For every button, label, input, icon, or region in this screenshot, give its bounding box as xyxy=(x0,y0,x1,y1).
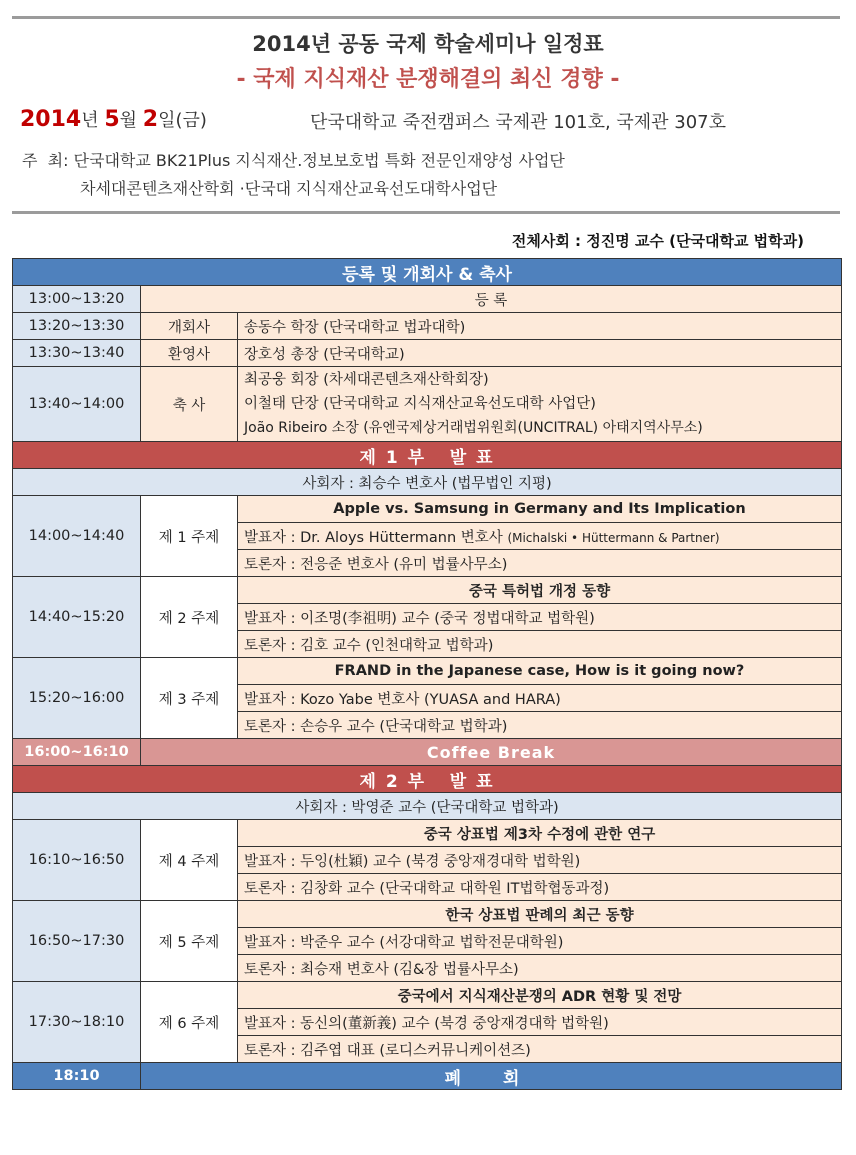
speaker-cell: 장호성 총장 (단국대학교) xyxy=(238,340,842,367)
presenter: 발표자 : Dr. Aloys Hüttermann 변호사 (Michalski • Hüttermann & Partner) xyxy=(238,523,842,550)
topic-title: 중국 상표법 제3차 수정에 관한 연구 xyxy=(238,820,842,847)
event-date: 2014년 5월 2일(금) xyxy=(20,107,207,132)
schedule-row xyxy=(13,286,842,313)
moderator: 사회자 : 최승수 변호사 (법무법인 지평) xyxy=(13,469,842,496)
schedule-row xyxy=(13,901,842,928)
presenter: 발표자 : Kozo Yabe 변호사 (YUASA and HARA) xyxy=(238,685,842,712)
schedule-row xyxy=(13,658,842,685)
discussant: 토론자 : 김주엽 대표 (로디스커뮤니케이션즈) xyxy=(238,1036,842,1063)
section-header-opening: 등록 및 개회사 & 축사 xyxy=(13,259,842,286)
page-subtitle: - 국제 지식재산 분쟁해결의 최신 경향 - xyxy=(236,67,620,92)
speaker-line: 이철태 단장 (단국대학교 지식재산교육선도대학 사업단) xyxy=(244,396,596,412)
registration-label: 등 록 xyxy=(141,286,842,313)
time-cell: 13:20~13:30 xyxy=(13,313,141,340)
time-cell: 16:10~16:50 xyxy=(13,820,141,901)
top-rule xyxy=(12,16,840,19)
topic-title: 중국에서 지식재산분쟁의 ADR 현황 및 전망 xyxy=(238,982,842,1009)
topic-title: 중국 특허법 개정 동향 xyxy=(238,577,842,604)
topic-title: Apple vs. Samsung in Germany and Its Implication xyxy=(238,496,842,523)
host-line-1: 주 최: 단국대학교 BK21Plus 지식재산.정보보호법 특화 전문인재양성 사업단 xyxy=(22,151,565,170)
topic-number: 제 3 주제 xyxy=(141,658,238,739)
topic-number: 제 2 주제 xyxy=(141,577,238,658)
topic-number: 제 4 주제 xyxy=(141,820,238,901)
topic-title: FRAND in the Japanese case, How is it going now? xyxy=(238,658,842,685)
master-of-ceremonies: 전체사회 : 정진명 교수 (단국대학교 법학과) xyxy=(511,232,804,250)
time-cell: 15:20~16:00 xyxy=(13,658,141,739)
schedule-row xyxy=(13,982,842,1009)
time-cell: 17:30~18:10 xyxy=(13,982,141,1063)
schedule-row xyxy=(13,496,842,523)
host-line-2: 차세대콘텐츠재산학회 ·단국대 지식재산교육선도대학사업단 xyxy=(80,179,498,198)
time-cell: 16:00~16:10 xyxy=(13,739,141,766)
role-cell: 개회사 xyxy=(141,313,238,340)
coffee-break-label: Coffee Break xyxy=(141,739,842,766)
closing-row xyxy=(13,1063,842,1090)
coffee-break-row xyxy=(13,739,842,766)
role-cell: 축 사 xyxy=(141,367,238,442)
schedule-row xyxy=(13,340,842,367)
topic-number: 제 6 주제 xyxy=(141,982,238,1063)
closing-label: 폐 회 xyxy=(141,1063,842,1090)
topic-title: 한국 상표법 판례의 최근 동향 xyxy=(238,901,842,928)
presenter: 발표자 : 박준우 교수 (서강대학교 법학전문대학원) xyxy=(238,928,842,955)
role-cell: 환영사 xyxy=(141,340,238,367)
time-cell: 14:40~15:20 xyxy=(13,577,141,658)
time-cell: 14:00~14:40 xyxy=(13,496,141,577)
discussant: 토론자 : 김창화 교수 (단국대학교 대학원 IT법학협동과정) xyxy=(238,874,842,901)
moderator-row xyxy=(13,793,842,820)
discussant: 토론자 : 전응준 변호사 (유미 법률사무소) xyxy=(238,550,842,577)
header-rule xyxy=(12,211,840,214)
time-cell: 18:10 xyxy=(13,1063,141,1090)
discussant: 토론자 : 김호 교수 (인천대학교 법학과) xyxy=(238,631,842,658)
presenter: 발표자 : 이조명(李祖明) 교수 (중국 정법대학교 법학원) xyxy=(238,604,842,631)
topic-number: 제 1 주제 xyxy=(141,496,238,577)
presenter: 발표자 : 두잉(杜穎) 교수 (북경 중앙재경대학 법학원) xyxy=(238,847,842,874)
speaker-cell: 송동수 학장 (단국대학교 법과대학) xyxy=(238,313,842,340)
speaker-list xyxy=(238,367,842,442)
time-cell: 16:50~17:30 xyxy=(13,901,141,982)
discussant: 토론자 : 손승우 교수 (단국대학교 법학과) xyxy=(238,712,842,739)
schedule-row xyxy=(13,313,842,340)
discussant: 토론자 : 최승재 변호사 (김&장 법률사무소) xyxy=(238,955,842,982)
schedule-table xyxy=(12,258,842,1090)
moderator-row xyxy=(13,469,842,496)
schedule-row xyxy=(13,820,842,847)
time-cell: 13:40~14:00 xyxy=(13,367,141,442)
time-cell: 13:30~13:40 xyxy=(13,340,141,367)
topic-number: 제 5 주제 xyxy=(141,901,238,982)
page-title: 2014년 공동 국제 학술세미나 일정표 xyxy=(252,32,604,56)
speaker-line: João Ribeiro 소장 (유엔국제상거래법위원회(UNCITRAL) 아태지역사무소) xyxy=(244,420,703,436)
moderator: 사회자 : 박영준 교수 (단국대학교 법학과) xyxy=(13,793,842,820)
part-header-1: 제 1 부 발 표 xyxy=(13,442,842,469)
part-header-2: 제 2 부 발 표 xyxy=(13,766,842,793)
schedule-row xyxy=(13,367,842,442)
event-venue: 단국대학교 죽전캠퍼스 국제관 101호, 국제관 307호 xyxy=(310,112,727,133)
speaker-line: 최공웅 회장 (차세대콘텐츠재산학회장) xyxy=(244,372,489,388)
presenter: 발표자 : 동신의(董新義) 교수 (북경 중앙재경대학 법학원) xyxy=(238,1009,842,1036)
schedule-row xyxy=(13,577,842,604)
time-cell: 13:00~13:20 xyxy=(13,286,141,313)
